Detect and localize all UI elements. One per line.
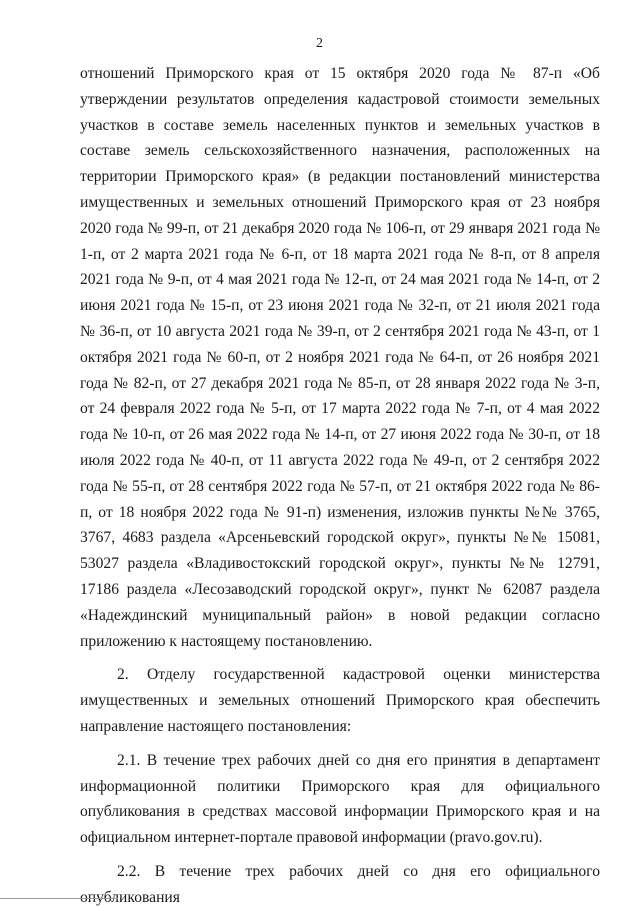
footer-divider: [0, 898, 118, 899]
paragraph-item-2: 2. Отделу государственной кадастровой оценки министерства имущественных и земельных отношений Приморского края обеспечить направление настоящего постановления:: [80, 666, 600, 735]
paragraph-item-2-1: 2.1. В течение трех рабочих дней со дня его принятия в департамент информационной политики Приморского края для официального опубликования в средствах массовой информации Приморского края и на официальном интернет-портале правовой информации (pravo.gov.ru).: [80, 751, 600, 847]
document-body: [80, 61, 600, 911]
page-number: 2: [316, 36, 324, 51]
paragraph-amendments: отношений Приморского края от 15 октября 2020 года № 87-п «Об утверждении результатов определения кадастровой стоимости земельных участков в составе земель населенных пунктов и земельных участков в составе земель сельскохозяйственного назначения, расположенных на территории Приморского края» (в редакции постановлений министерства имущественных и земельных отношений Приморского края от 23 ноября 2020 года № 99-п, от 21 декабря 2020 года № 106-п, от 29 января 2021 года № 1-п, от 2 марта 2021 года № 6-п, от 18 марта 2021 года № 8-п, от 8 апреля 2021 года № 9-п, от 4 мая 2021 года № 12-п, от 24 мая 2021 года № 14-п, от 2 июня 2021 года № 15-п, от 23 июня 2021 года № 32-п, от 21 июля 2021 года № 36-п, от 10 августа 2021 года № 39-п, от 2 сентября 2021 года № 43-п, от 1 октября 2021 года № 60-п, от 2 ноября 2021 года № 64-п, от 26 ноября 2021 года № 82-п, от 27 декабря 2021 года № 85-п, от 28 января 2022 года № 3-п, от 24 февраля 2022 года № 5-п, от 17 марта 2022 года № 7-п, от 4 мая 2022 года № 10-п, от 26 мая 2022 года № 14-п, от 27 июня 2022 года № 30-п, от 18 июля 2022 года № 40-п, от 11 августа 2022 года № 49-п, от 2 сентября 2022 года № 55-п, от 28 сентября 2022 года № 57-п, от 21 октября 2022 года № 86-п, от 18 ноября 2022 года № 91-п) изменения, изложив пункты №№ 3765, 3767, 4683 раздела «Арсеньевский городской округ», пункты №№ 15081, 53027 раздела «Владивостокский городской округ», пункты №№ 12791, 17186 раздела «Лесозаводский городской округ», пункт № 62087 раздела «Надеждинский муниципальный район» в новой редакции согласно приложению к настоящему постановлению.: [80, 65, 600, 650]
paragraph-item-2-2: 2.2. В течение трех рабочих дней со дня его официального опубликования: [80, 862, 600, 906]
